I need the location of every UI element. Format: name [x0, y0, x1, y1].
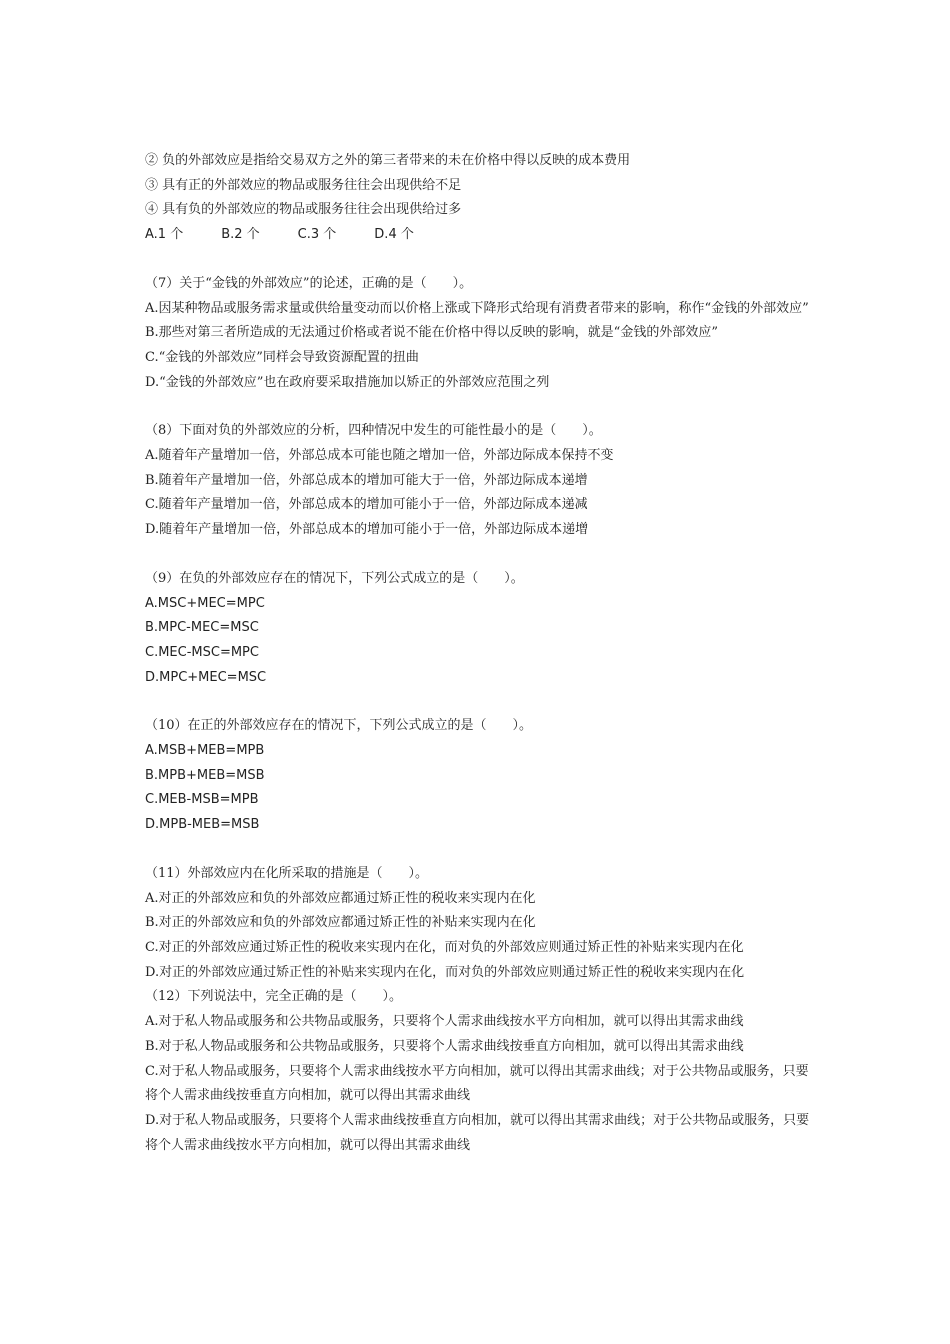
question-10-stem: （10）在正的外部效应存在的情况下，下列公式成立的是（ ）。: [145, 718, 533, 734]
question-12-stem: （12）下列说法中，完全正确的是（ ）。: [145, 989, 403, 1005]
question-11-stem: （11）外部效应内在化所采取的措施是（ ）。: [145, 865, 429, 881]
question-8-option-c: C.随着年产量增加一倍，外部总成本的增加可能小于一倍，外部边际成本递减: [145, 497, 588, 513]
question-8-option-d: D.随着年产量增加一倍，外部总成本的增加可能小于一倍，外部边际成本递增: [145, 522, 589, 538]
question-8-option-b: B.随着年产量增加一倍，外部总成本的增加可能大于一倍，外部边际成本递增: [145, 472, 588, 488]
question-10-option-c: C.MEB-MSB=MPB: [145, 792, 259, 808]
statement-2: ② 负的外部效应是指给交易双方之外的第三者带来的未在价格中得以反映的成本费用: [145, 153, 631, 168]
question-12: [145, 985, 815, 1158]
question-9-option-c: C.MEC-MSC=MPC: [145, 644, 259, 660]
question-12-option-c: C.对于私人物品或服务，只要将个人需求曲线按水平方向相加，就可以得出其需求曲线；对于公共物品或服务，只要将个人需求曲线按垂直方向相加，就可以得出其需求曲线: [145, 1063, 809, 1104]
question-9-option-d: D.MPC+MEC=MSC: [145, 669, 267, 685]
option-a: A.1 个: [145, 227, 184, 243]
question-7-option-c: C.“金钱的外部效应”同样会导致资源配置的扭曲: [145, 349, 419, 365]
question-11: [145, 862, 815, 986]
question-8-stem: （8）下面对负的外部效应的分析，四种情况中发生的可能性最小的是（ ）。: [145, 423, 602, 439]
question-7-option-a: A.因某种物品或服务需求量或供给量变动而以价格上涨或下降形式给现有消费者带来的影响，称作“金钱的外部效应”: [145, 300, 809, 316]
question-8: [145, 419, 815, 543]
question-8-option-a: A.随着年产量增加一倍，外部总成本可能也随之增加一倍，外部边际成本保持不变: [145, 448, 614, 464]
question-9: [145, 567, 815, 691]
question-12-option-a: A.对于私人物品或服务和公共物品或服务，只要将个人需求曲线按水平方向相加，就可以得出其需求曲线: [145, 1014, 744, 1030]
statement-3: ③ 具有正的外部效应的物品或服务往往会出现供给不足: [145, 177, 462, 193]
question-11-option-a: A.对正的外部效应和负的外部效应都通过矫正性的税收来实现内在化: [145, 890, 536, 906]
statement-4: ④ 具有负的外部效应的物品或服务往往会出现供给过多: [145, 202, 462, 218]
question-10-option-d: D.MPB-MEB=MSB: [145, 817, 260, 833]
question-7-option-d: D.“金钱的外部效应”也在政府要采取措施加以矫正的外部效应范围之列: [145, 374, 550, 390]
question-11-option-c: C.对正的外部效应通过矫正性的税收来实现内在化，而对负的外部效应则通过矫正性的补贴来实现内在化: [145, 939, 744, 955]
question-9-option-a: A.MSC+MEC=MPC: [145, 595, 265, 611]
question-7-stem: （7）关于“金钱的外部效应”的论述，正确的是（ ）。: [145, 275, 473, 291]
question-9-option-b: B.MPC-MEC=MSC: [145, 620, 259, 636]
question-11-option-b: B.对正的外部效应和负的外部效应都通过矫正性的补贴来实现内在化: [145, 915, 536, 931]
option-d: D.4 个: [374, 227, 414, 243]
question-12-option-d: D.对于私人物品或服务，只要将个人需求曲线按垂直方向相加，就可以得出其需求曲线；对于公共物品或服务，只要将个人需求曲线按水平方向相加，就可以得出其需求曲线: [145, 1112, 810, 1153]
question-10: [145, 714, 815, 838]
question-10-option-a: A.MSB+MEB=MPB: [145, 743, 265, 759]
question-11-option-d: D.对正的外部效应通过矫正性的补贴来实现内在化，而对负的外部效应则通过矫正性的税收来实现内在化: [145, 964, 745, 980]
intro-block: [145, 149, 815, 248]
question-10-option-b: B.MPB+MEB=MSB: [145, 767, 265, 783]
option-b: B.2 个: [221, 227, 260, 243]
option-c: C.3 个: [297, 227, 337, 243]
question-9-stem: （9）在负的外部效应存在的情况下，下列公式成立的是（ ）。: [145, 570, 524, 586]
question-12-option-b: B.对于私人物品或服务和公共物品或服务，只要将个人需求曲线按垂直方向相加，就可以得出其需求曲线: [145, 1038, 744, 1054]
question-7-option-b: B.那些对第三者所造成的无法通过价格或者说不能在价格中得以反映的影响，就是“金钱的外部效应”: [145, 325, 718, 341]
intro-options: [145, 223, 815, 248]
question-7: [145, 272, 815, 396]
document-page: [145, 149, 815, 1158]
